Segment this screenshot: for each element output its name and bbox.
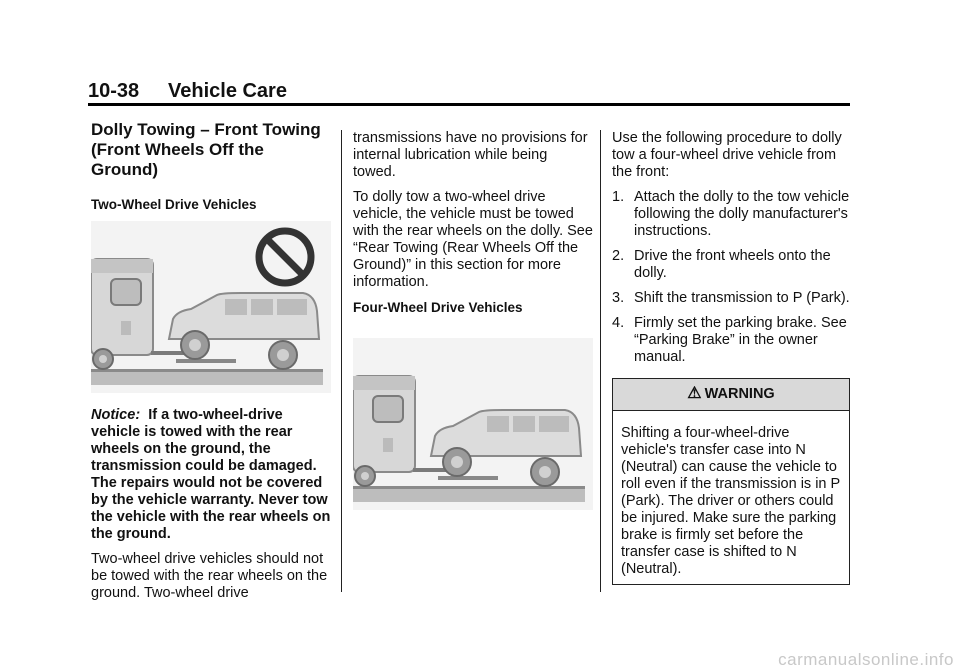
section-title: Vehicle Care (168, 80, 287, 102)
warning-box (612, 378, 850, 585)
procedure-list (612, 189, 852, 366)
body-paragraph: Use the following procedure to dolly tow a four-wheel drive vehicle from the front: (612, 130, 842, 180)
column-divider (600, 130, 601, 592)
list-item: 3. Shift the transmission to P (Park). (612, 290, 850, 306)
column-divider (341, 130, 342, 592)
body-paragraph: To dolly tow a two-wheel drive vehicle, the vehicle must be towed with the rear wheels on the dolly. See “Rear Towing (Rear Wheels Off the Ground)” in this section for more information. (353, 189, 593, 290)
column-2 (353, 130, 593, 524)
two-wheel-dolly-illustration (91, 221, 331, 393)
header-rule (88, 103, 850, 106)
warning-title: WARNING (704, 386, 775, 402)
four-wheel-dolly-illustration (353, 338, 593, 510)
notice-paragraph (91, 407, 331, 543)
subheading-four-wheel: Four-Wheel Drive Vehicles (353, 300, 523, 315)
subheading-two-wheel: Two-Wheel Drive Vehicles (91, 197, 257, 212)
body-paragraph: transmissions have no provisions for internal lubrication while being towed. (353, 130, 588, 180)
notice-label: Notice: (91, 407, 141, 423)
body-paragraph: Two-wheel drive vehicles should not be towed with the rear wheels on the ground. Two-wheel drive (91, 551, 328, 601)
warning-header (613, 379, 849, 411)
column-1 (91, 120, 331, 610)
section-heading: Dolly Towing – Front Towing (Front Wheels Off the Ground) (91, 120, 321, 179)
notice-text: If a two-wheel-drive vehicle is towed with the rear wheels on the ground, the transmission could be damaged. The repairs would not be covered by the vehicle warranty. Never tow the vehicle with the rear wheels on the ground. (91, 407, 331, 542)
list-item: 2. Drive the front wheels onto the dolly. (612, 248, 831, 281)
list-item: 1. Attach the dolly to the tow vehicle following the dolly manufacturer's instructions. (612, 189, 850, 239)
list-item: 4. Firmly set the parking brake. See “Parking Brake” in the owner manual. (612, 315, 847, 365)
page-header (88, 78, 850, 104)
column-3 (612, 130, 852, 585)
watermark: carmanualsonline.info (778, 650, 954, 669)
warning-icon: ⚠ (687, 385, 702, 402)
warning-text: Shifting a four-wheel-drive vehicle's transfer case into N (Neutral) can cause the vehicle to roll even if the transmission is in P (Park). The driver or others could be injured. Make sure the parking brake is firmly set before the transfer case is shifted to N (Neutral). (621, 425, 840, 577)
page-number: 10-38 (88, 80, 140, 102)
